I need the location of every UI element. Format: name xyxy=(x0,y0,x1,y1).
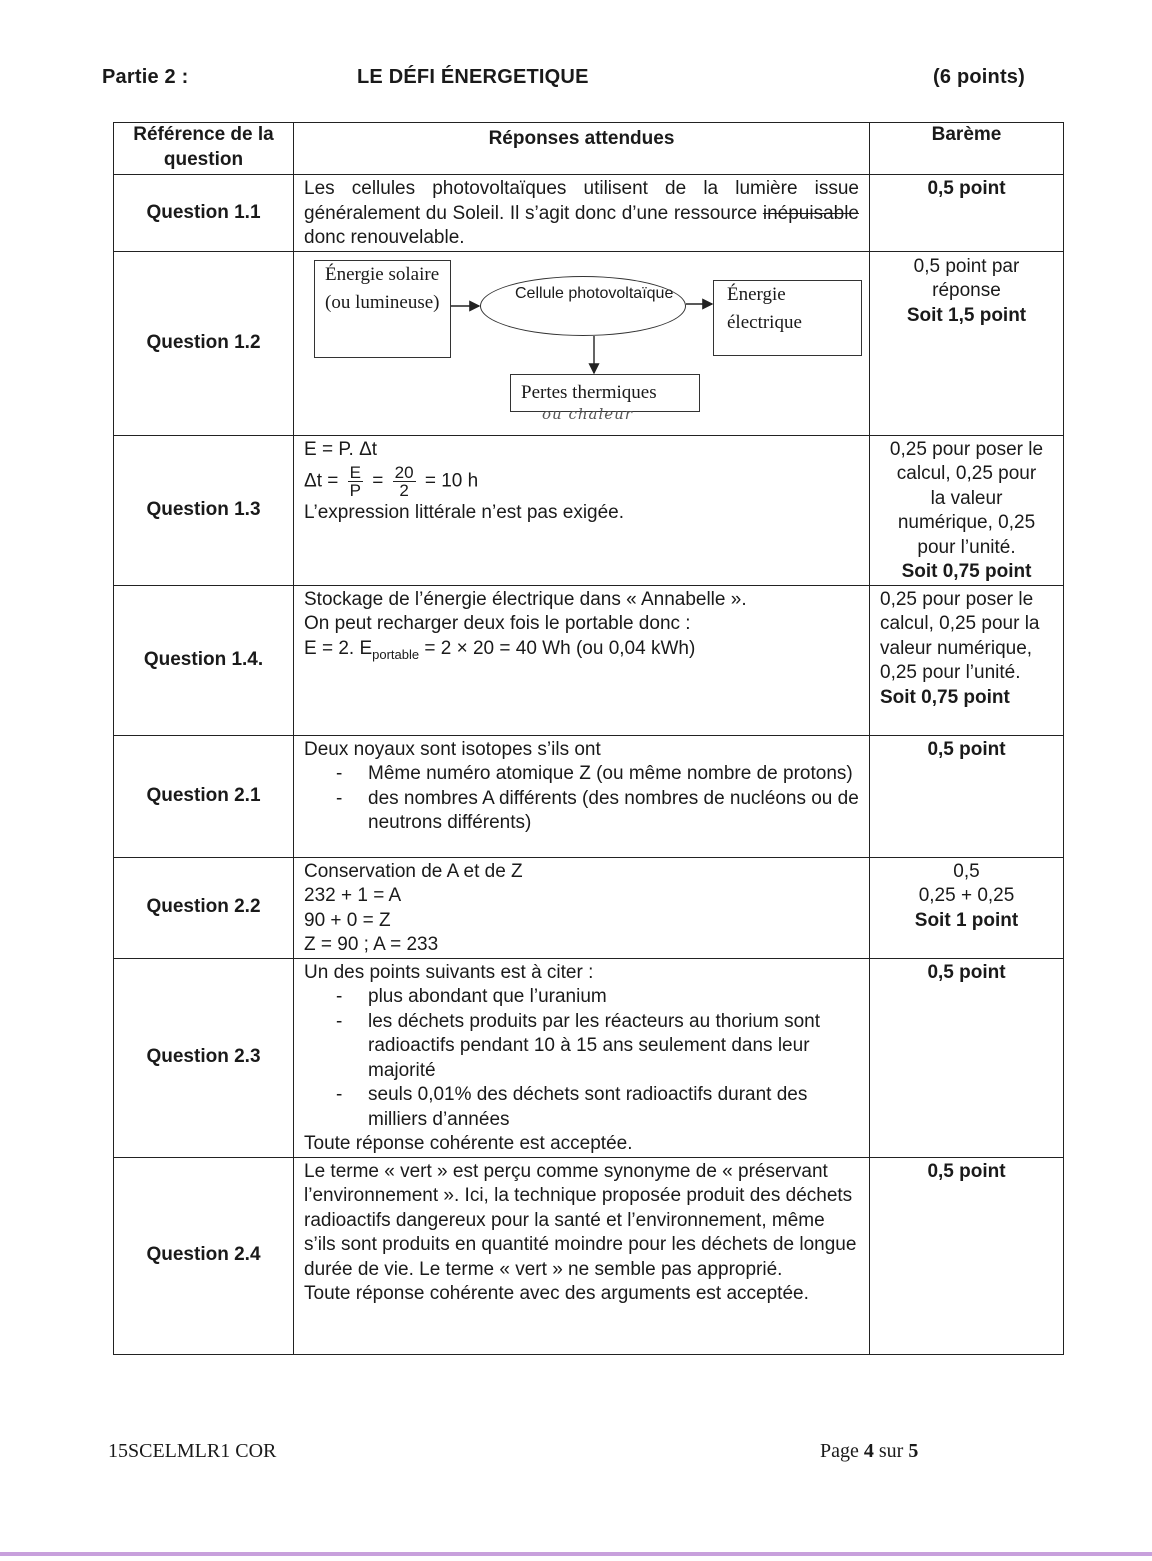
answer-line xyxy=(304,637,859,667)
solar-energy-box: Énergie solaire (ou lumineuse) xyxy=(314,260,451,358)
col-header-answers: Réponses attendues xyxy=(294,123,870,175)
question-ref: Question 2.4 xyxy=(114,1157,294,1354)
bareme-cell xyxy=(870,435,1064,585)
fraction-numerator: 20 xyxy=(394,463,414,482)
answer-intro: Un des points suivants est à citer : xyxy=(304,961,594,983)
answer-text: Les cellules photovoltaïques utilisent de la lumière issue généralement du Soleil. Il s’agit donc d’une ressource xyxy=(304,178,859,224)
answer-cell xyxy=(294,735,870,857)
page-mid: sur xyxy=(873,1440,909,1462)
question-ref: Question 1.1 xyxy=(114,175,294,252)
table-row xyxy=(114,1157,1064,1354)
table-row xyxy=(114,585,1064,735)
answer-outro: Toute réponse cohérente avec des arguments est acceptée. xyxy=(304,1283,809,1304)
table-row xyxy=(114,857,1064,958)
answer-line: Stockage de l’énergie électrique dans « Annabelle ». xyxy=(304,588,747,610)
electric-energy-box: Énergie électrique xyxy=(713,280,862,356)
page-total: 5 xyxy=(908,1440,919,1462)
bareme-total: Soit 1,5 point xyxy=(906,304,1027,326)
answer-cell xyxy=(294,1157,870,1354)
energy-chain-diagram xyxy=(294,252,869,434)
answer-line: Conservation de A et de Z xyxy=(304,860,523,882)
fraction-e-over-p xyxy=(348,464,363,499)
answer-text: donc renouvelable. xyxy=(304,227,465,248)
thermal-losses-box: Pertes thermiques xyxy=(510,374,700,412)
table-row xyxy=(114,735,1064,857)
thorium-points-list xyxy=(304,985,859,1132)
answer-cell xyxy=(294,251,870,435)
answer-cell xyxy=(294,958,870,1157)
part-label: Partie 2 : xyxy=(102,66,189,88)
photovoltaic-cell-ellipse: Cellule photovoltaïque xyxy=(480,276,686,336)
table-row xyxy=(114,435,1064,585)
bareme-detail: 0,25 + 0,25 xyxy=(918,885,1015,906)
bareme-cell xyxy=(870,251,1064,435)
list-item: - Même numéro atomique Z (ou même nombre de protons) xyxy=(336,762,859,787)
formula-duration: Δt = $\frac{E}{P}$ = $\frac{20}{2}$ = 10 h xyxy=(304,463,479,500)
table-row xyxy=(114,175,1064,252)
question-ref: Question 1.4. xyxy=(114,585,294,735)
answer-line: 90 + 0 = Z xyxy=(304,909,391,931)
bareme-cell: 0,5 point xyxy=(870,1157,1064,1354)
diagram-arrows xyxy=(294,252,870,434)
bareme-detail: 0,25 pour poser le calcul, 0,25 pour la valeur numérique, 0,25 pour l’unité. xyxy=(880,588,1040,683)
list-item: - les déchets produits par les réacteurs au thorium sont radioactifs pendant 10 à 15 ans seulement dans leur majorité xyxy=(336,1010,859,1084)
list-item: - des nombres A différents (des nombres de nucléons ou de neutrons différents) xyxy=(336,787,859,836)
struck-word: inépuisable xyxy=(762,202,859,224)
formula-rhs: = 10 h xyxy=(424,470,479,492)
answer-cell xyxy=(294,857,870,958)
fraction-20-over-2 xyxy=(393,464,416,499)
answer-text: Le terme « vert » est perçu comme synonyme de « préservant l’environnement ». Ici, la technique proposée produit des déchets radioactifs dangereux pour la santé et l’environnement, même s’ils sont produits en quantité moindre pour les déchets de longue durée de vie. Le terme « vert » ne semble pas approprié. xyxy=(304,1160,857,1280)
answer-intro: Deux noyaux sont isotopes s’ils ont xyxy=(304,738,601,760)
bareme-cell xyxy=(870,585,1064,735)
fraction-denominator: P xyxy=(349,481,361,500)
col-header-reference: Référence de la question xyxy=(114,123,294,175)
page-current: 4 xyxy=(863,1440,874,1462)
bareme-detail: 0,5 point par réponse xyxy=(913,255,1020,301)
fraction-numerator: E xyxy=(349,463,361,482)
formula-lhs: Δt = xyxy=(304,470,339,492)
question-ref: Question 1.3 xyxy=(114,435,294,585)
bottom-rule xyxy=(0,1552,1152,1556)
bareme-detail: 0,25 pour poser le calcul, 0,25 pour la valeur numérique, 0,25 pour l’unité. xyxy=(889,438,1044,558)
table-header-row xyxy=(114,123,1064,175)
formula-part: E = 2. E xyxy=(304,637,373,659)
handwritten-note: ou chaleur xyxy=(542,404,633,423)
bareme-cell: 0,5 point xyxy=(870,175,1064,252)
isotope-conditions-list xyxy=(304,762,859,836)
answer-line: On peut recharger deux fois le portable donc : xyxy=(304,613,691,634)
bareme-cell: 0,5 point xyxy=(870,735,1064,857)
bareme-cell xyxy=(870,857,1064,958)
page-number xyxy=(820,1440,918,1463)
answer-outro: Toute réponse cohérente est acceptée. xyxy=(304,1133,633,1154)
bareme-total: Soit 0,75 point xyxy=(880,686,1010,708)
answers-table xyxy=(113,122,1064,1355)
bareme-cell: 0,5 point xyxy=(870,958,1064,1157)
fraction-denominator: 2 xyxy=(399,481,409,500)
bareme-total: Soit 1 point xyxy=(914,909,1019,931)
total-points: (6 points) xyxy=(933,66,1025,88)
question-ref: Question 2.2 xyxy=(114,857,294,958)
question-ref: Question 1.2 xyxy=(114,251,294,435)
answer-cell xyxy=(294,435,870,585)
formula-part: = 2 × 20 = 40 Wh (ou 0,04 kWh) xyxy=(419,637,696,659)
answer-cell xyxy=(294,585,870,735)
table-row xyxy=(114,251,1064,435)
answer-line: Z = 90 ; A = 233 xyxy=(304,934,439,955)
bareme-detail: 0,5 xyxy=(953,860,980,882)
question-ref: Question 2.3 xyxy=(114,958,294,1157)
list-item: - seuls 0,01% des déchets sont radioactifs durant des milliers d’années xyxy=(336,1083,859,1132)
question-ref: Question 2.1 xyxy=(114,735,294,857)
bareme-total: Soit 0,75 point xyxy=(901,561,1032,582)
answer-line: 232 + 1 = A xyxy=(304,885,402,906)
page-title: LE DÉFI ÉNERGETIQUE xyxy=(357,66,589,88)
list-item: - plus abondant que l’uranium xyxy=(336,985,859,1010)
document-code: 15SCELMLR1 COR xyxy=(108,1440,277,1462)
table-row xyxy=(114,958,1064,1157)
answer-note: L’expression littérale n’est pas exigée. xyxy=(304,502,625,523)
formula-subscript: portable xyxy=(372,646,420,662)
col-header-bareme: Barème xyxy=(870,123,1064,175)
formula-energy: E = P. Δt xyxy=(304,438,378,460)
answer-cell xyxy=(294,175,870,252)
page-prefix: Page xyxy=(820,1440,864,1462)
